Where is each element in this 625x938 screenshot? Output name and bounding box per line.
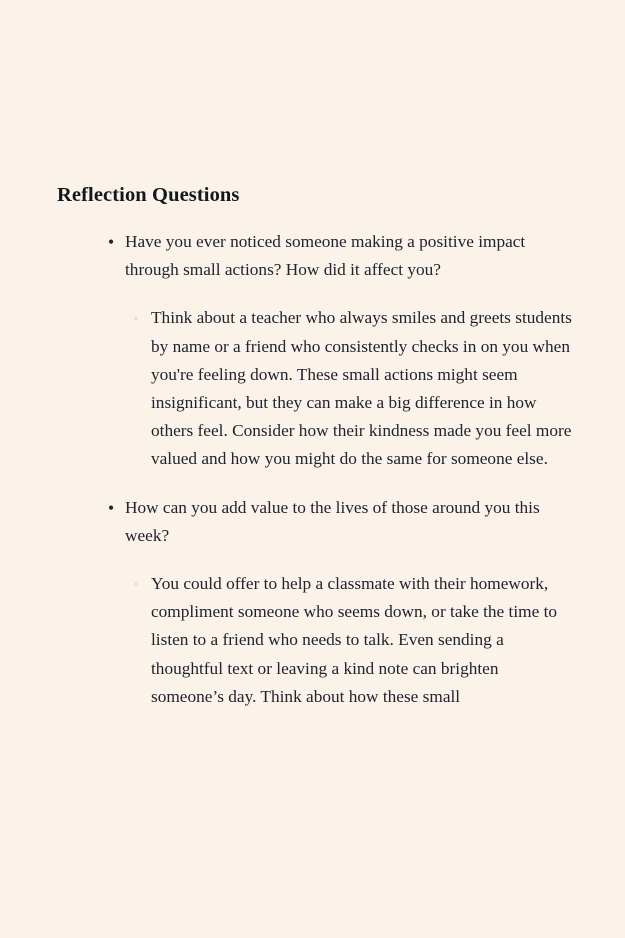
answer-row [0, 304, 625, 473]
reflection-questions-list [0, 228, 625, 711]
bullet-marker-icon: • [108, 232, 115, 252]
hollow-bullet-marker-icon: ◦ [134, 579, 138, 592]
question-prompt: Have you ever noticed someone making a positive impact through small actions? How did it affect you? [125, 232, 526, 280]
hollow-bullet-marker-icon: ◦ [134, 313, 138, 326]
spacer [0, 474, 625, 494]
answer-row [0, 570, 625, 711]
question-row [0, 494, 625, 550]
bullet-marker-icon: • [108, 497, 115, 518]
answer-text: Think about a teacher who always smiles and greets students by name or a friend who consistently checks in on you when you're feeling down. These small actions might seem insignificant, but they can make a big difference in how others feel. Consider how their kindness made you feel more valued and how you might do the same for someone else. [151, 308, 572, 469]
question-prompt: How can you add value to the lives of those around you this week? [125, 497, 540, 545]
list-item [0, 474, 625, 711]
list-item [0, 228, 625, 474]
answer-text: You could offer to help a classmate with their homework, compliment someone who seems down, or take the time to listen to a friend who needs to talk. Even sending a thoughtful text or leaving a kind note can brighten someone’s day. Think about how these small [151, 574, 558, 706]
question-row [0, 228, 625, 284]
page-title: Reflection Questions [57, 184, 240, 206]
